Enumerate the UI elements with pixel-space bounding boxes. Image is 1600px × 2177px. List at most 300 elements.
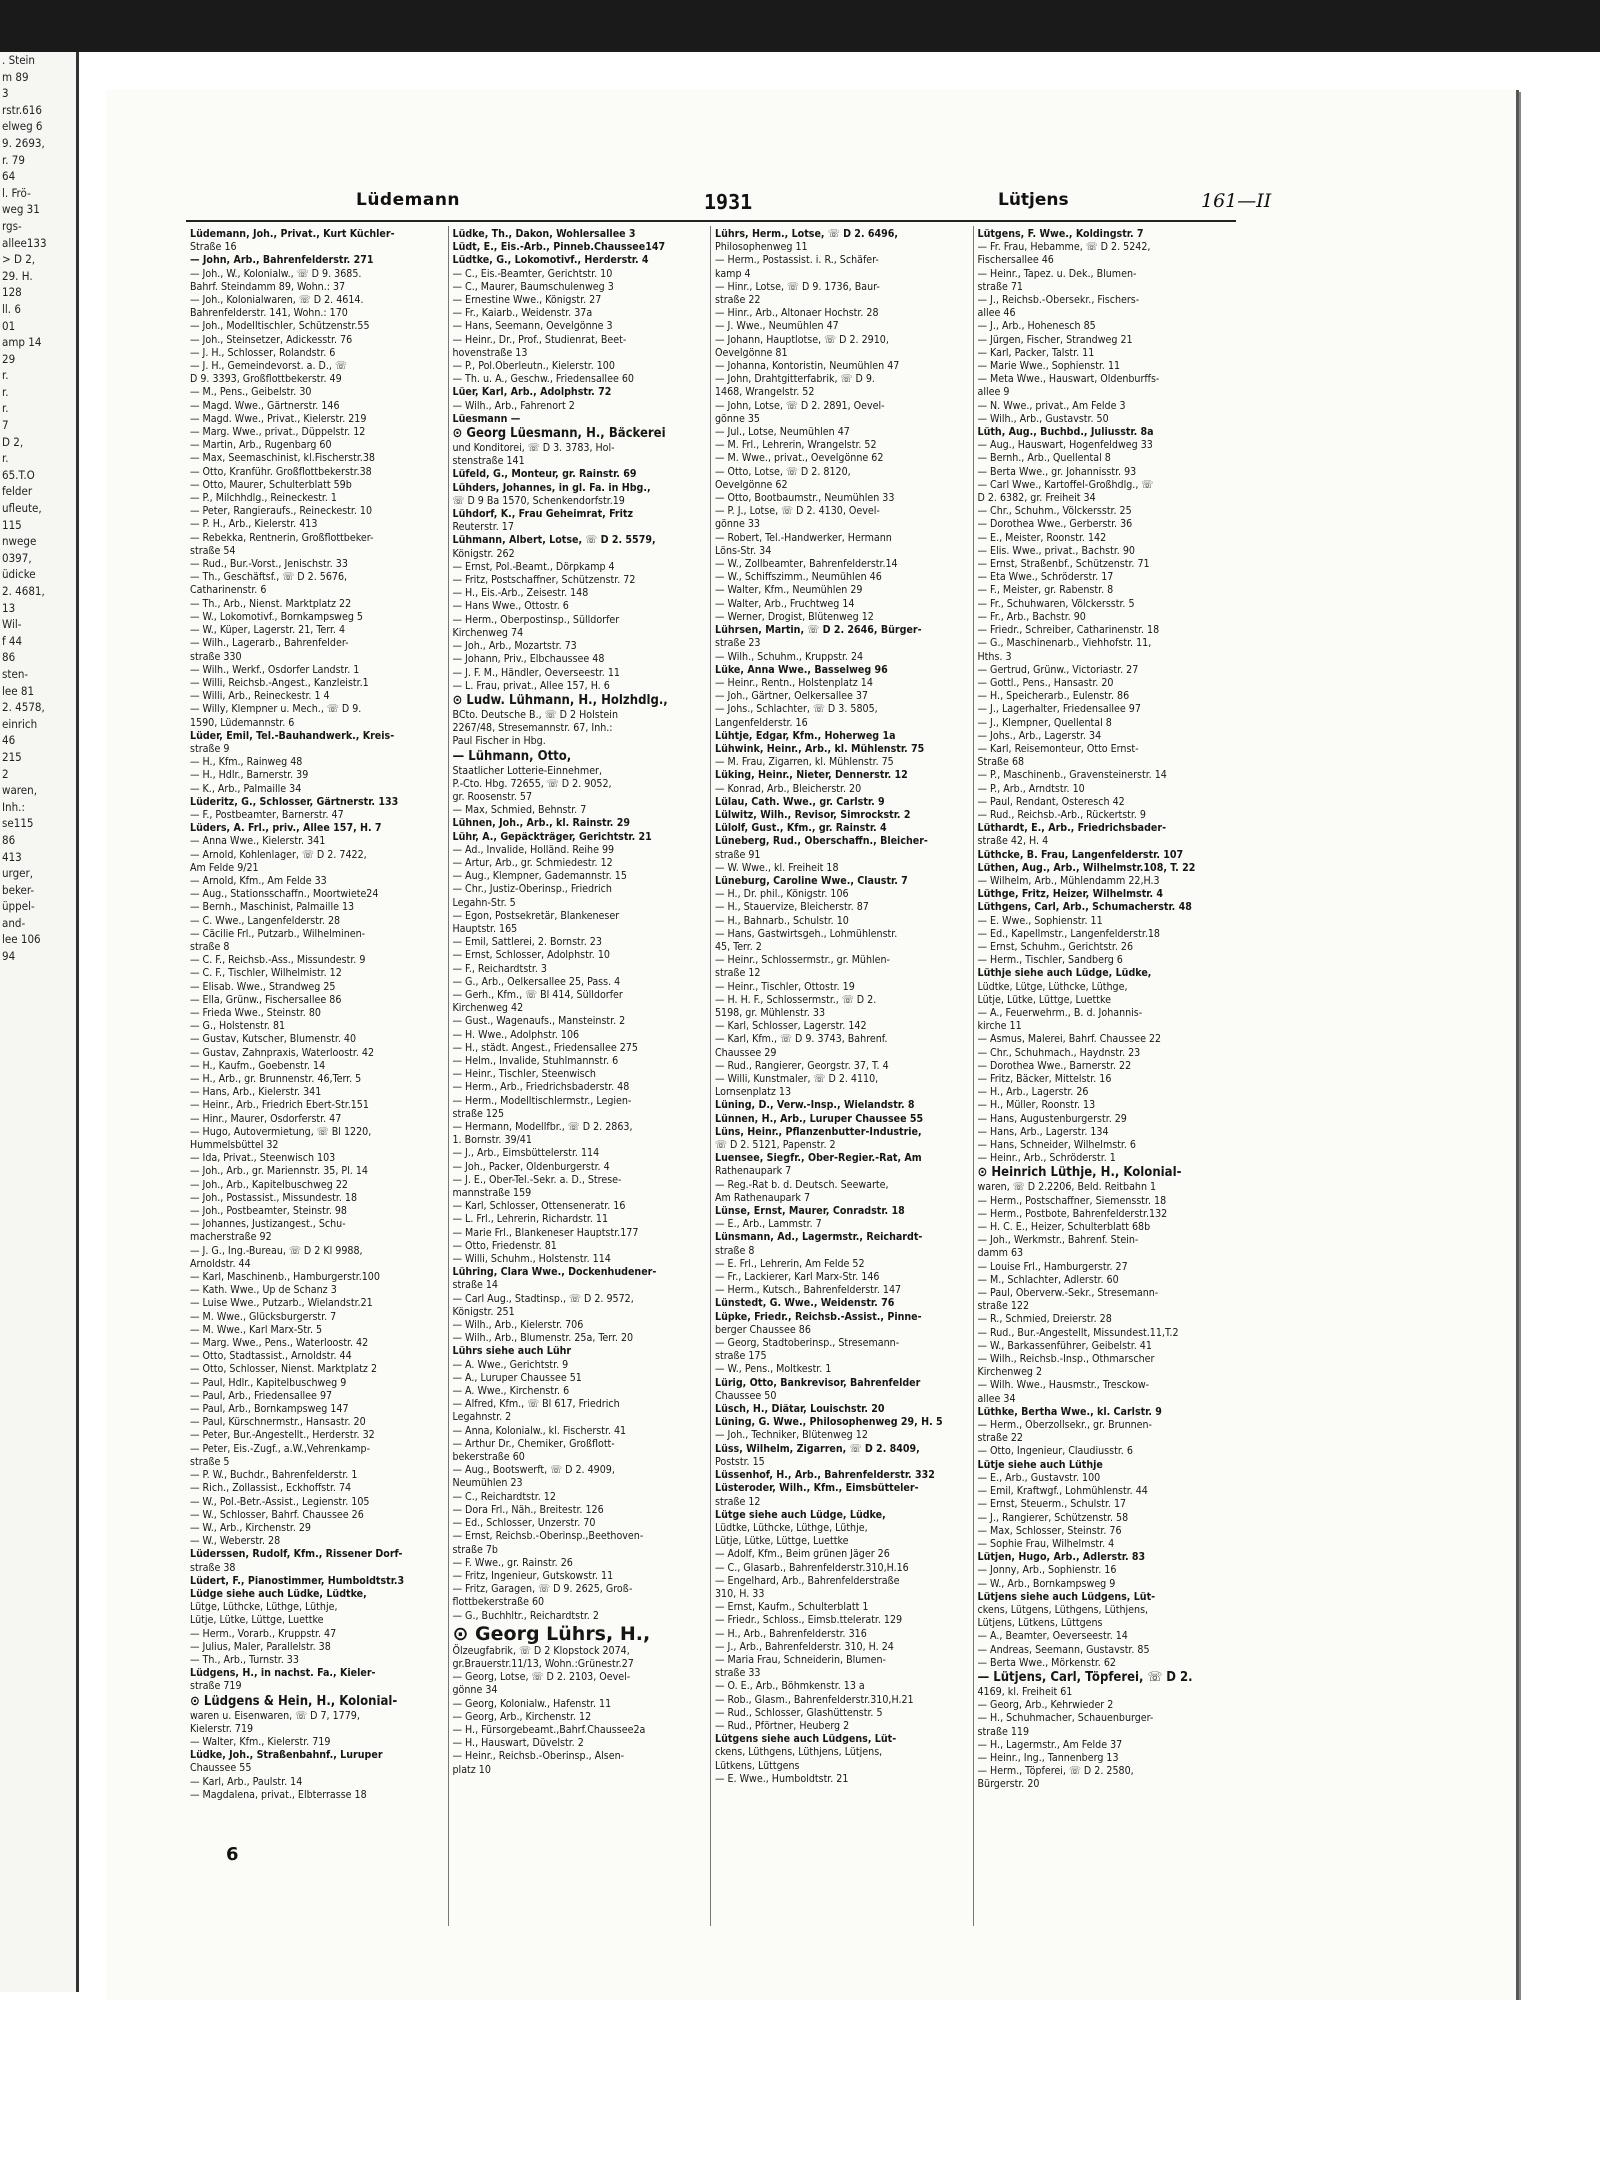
- directory-entry: — P., Arb., Arndtstr. 10: [977, 782, 1085, 795]
- directory-entry: — G., Buchhltr., Reichardtstr. 2: [452, 1609, 599, 1622]
- directory-entry: Straße 68: [977, 756, 1025, 769]
- directory-entry: — Friedr., Schreiber, Catharinenstr. 18: [977, 624, 1160, 637]
- directory-entry: — Ernst, Schlosser, Adolphstr. 10: [452, 949, 610, 962]
- directory-entry: Hths. 3: [977, 650, 1012, 663]
- directory-entry: — Karl, Maschinenb., Hamburgerstr.100: [190, 1271, 380, 1284]
- directory-entry: 45, Terr. 2: [715, 940, 762, 953]
- directory-entry: — Paul, Oberverw.-Sekr., Stresemann-: [977, 1287, 1159, 1300]
- directory-entry: — Johann, Hauptlotse, ☏ D 2. 2910,: [715, 333, 889, 346]
- directory-entry: — Th. u. A., Geschw., Friedensallee 60: [452, 373, 634, 386]
- directory-entry: Lühnen, Joh., Arb., kl. Rainstr. 29: [452, 817, 630, 830]
- directory-entry: — Heinr., Schlossermstr., gr. Mühlen-: [715, 954, 891, 967]
- directory-entry: waren, ☏ D 2.2206, Beld. Reitbahn 1: [977, 1181, 1157, 1194]
- directory-entry: — Marie Frl., Blankeneser Hauptstr.177: [452, 1226, 639, 1239]
- directory-entry: — Hugo, Autovermietung, ☏ Bl 1220,: [190, 1125, 372, 1138]
- directory-entry: — Asmus, Malerei, Bahrf. Chaussee 22: [977, 1033, 1162, 1046]
- directory-entry: — Herm., Postbote, Bahrenfelderstr.132: [977, 1207, 1168, 1220]
- directory-entry: — C., Eis.-Beamter, Gerichtstr. 10: [452, 267, 613, 280]
- directory-entry: — Gustav, Zahnpraxis, Waterloostr. 42: [190, 1046, 375, 1059]
- directory-entry: Kielerstr. 719: [190, 1722, 254, 1735]
- directory-entry: — Kath. Wwe., Up de Schanz 3: [190, 1284, 337, 1297]
- directory-entry: — Marie Wwe., Sophienstr. 11: [977, 360, 1121, 373]
- directory-entry: Straße 16: [190, 241, 237, 254]
- directory-entry: — Jürgen, Fischer, Strandweg 21: [977, 333, 1133, 346]
- directory-entry: mannstraße 159: [452, 1187, 532, 1200]
- directory-entry: — Arnold, Kohlenlager, ☏ D 2. 7422,: [190, 848, 367, 861]
- directory-entry: Lütje siehe auch Lüthje: [977, 1458, 1103, 1471]
- column-2: [449, 226, 712, 1926]
- directory-entry: — Karl, Kfm., ☏ D 9. 3743, Bahrenf.: [715, 1033, 888, 1046]
- directory-entry: — F. Wwe., gr. Rainstr. 26: [452, 1556, 573, 1569]
- directory-entry: — Otto, Kranführ. Großflottbekerstr.38: [190, 465, 372, 478]
- directory-entry: — Heinr., Dr., Prof., Studienrat, Beet-: [452, 333, 627, 346]
- directory-entry: — P., Maschinenb., Gravensteinerstr. 14: [977, 769, 1167, 782]
- directory-entry: Lüder, Emil, Tel.-Bauhandwerk., Kreis-: [190, 729, 395, 742]
- directory-entry: Lüthardt, E., Arb., Friedrichsbader-: [977, 822, 1167, 835]
- previous-page-fragment: rgs-: [2, 218, 22, 233]
- directory-entry: — Andreas, Seemann, Gustavstr. 85: [977, 1643, 1150, 1656]
- directory-entry: — Wilh., Arb., Blumenstr. 25a, Terr. 20: [452, 1332, 634, 1345]
- directory-entry: — Herm., Postassist. i. R., Schäfer-: [715, 254, 879, 267]
- previous-page-fragment: urger,: [2, 866, 34, 881]
- directory-entry: — Artur, Arb., gr. Schmiedestr. 12: [452, 856, 613, 869]
- header-last-entry: Lütjens: [998, 190, 1069, 210]
- directory-entry: Kirchenweg 42: [452, 1002, 524, 1015]
- directory-entry: — Gertrud, Grünw., Victoriastr. 27: [977, 663, 1139, 676]
- directory-entry: gr.Brauerstr.11/13, Wohn.:Grünestr.27: [452, 1657, 634, 1670]
- directory-entry: straße 119: [977, 1725, 1030, 1738]
- directory-entry: Legahn-Str. 5: [452, 896, 516, 909]
- directory-entry: — M. Frl., Lehrerin, Wrangelstr. 52: [715, 439, 877, 452]
- directory-entry: — Fr., Arb., Bachstr. 90: [977, 610, 1086, 623]
- previous-page-fragment: allee133: [2, 235, 47, 250]
- directory-entry: — H. Wwe., Adolphstr. 106: [452, 1028, 580, 1041]
- directory-entry: gönne 35: [715, 412, 760, 425]
- directory-entry: — Hans, Seemann, Oevelgönne 3: [452, 320, 613, 333]
- directory-entry: — Rich., Zollassist., Eckhoffstr. 74: [190, 1482, 352, 1495]
- directory-entry: — Egon, Postsekretär, Blankeneser: [452, 909, 620, 922]
- directory-entry: Lüderitz, G., Schlosser, Gärtnerstr. 133: [190, 795, 399, 808]
- previous-page-fragment: sten-: [2, 666, 29, 681]
- directory-entry: — Sophie Frau, Wilhelmstr. 4: [977, 1537, 1115, 1550]
- directory-entry: Lüking, Heinr., Nieter, Dennerstr. 12: [715, 769, 908, 782]
- directory-entry: — Arnold, Kfm., Am Felde 33: [190, 874, 327, 887]
- directory-entry: Staatlicher Lotterie-Einnehmer,: [452, 764, 602, 777]
- directory-entry: — Maria Frau, Schneiderin, Blumen-: [715, 1653, 886, 1666]
- directory-entry: — M. Wwe., privat., Oevelgönne 62: [715, 452, 884, 465]
- directory-entry: Poststr. 15: [715, 1455, 765, 1468]
- directory-entry: Reuterstr. 17: [452, 521, 514, 534]
- directory-entry: — G., Arb., Oelkersallee 25, Pass. 4: [452, 975, 621, 988]
- previous-page-fragment: r.: [2, 451, 9, 466]
- directory-entry: — Peter, Bur.-Angestellt., Herderstr. 32: [190, 1429, 375, 1442]
- directory-entry: — Wilh., Werkf., Osdorfer Landstr. 1: [190, 663, 360, 676]
- directory-entry: Lührsen, Martin, ☏ D 2. 2646, Bürger-: [715, 624, 922, 637]
- directory-entry: — W., Zollbeamter, Bahrenfelderstr.14: [715, 558, 898, 571]
- directory-entry: — Peter, Eis.-Zugf., a.W.,Vehrenkamp-: [190, 1442, 371, 1455]
- directory-entry: — Ed., Kapellmstr., Langenfelderstr.18: [977, 927, 1160, 940]
- previous-page-fragment: r.: [2, 384, 9, 399]
- directory-entry: — E. Wwe., Humboldtstr. 21: [715, 1772, 849, 1785]
- directory-entry: — J., Rangierer, Schützenstr. 58: [977, 1511, 1129, 1524]
- directory-entry: Königstr. 262: [452, 547, 515, 560]
- directory-entry: Lühtje, Edgar, Kfm., Hoherweg 1a: [715, 729, 896, 742]
- directory-entry: — W., Arb., Kirchenstr. 29: [190, 1521, 311, 1534]
- directory-entry: macherstraße 92: [190, 1231, 272, 1244]
- directory-entry: — Joh., Werkmstr., Bahrenf. Stein-: [977, 1234, 1139, 1247]
- directory-entry: 1468, Wrangelstr. 52: [715, 386, 815, 399]
- directory-entry: — C., Glasarb., Bahrenfelderstr.310,H.16: [715, 1561, 909, 1574]
- directory-entry: — Hans Wwe., Ottostr. 6: [452, 600, 569, 613]
- directory-entry: Lüning, D., Verw.-Insp., Wielandstr. 8: [715, 1099, 915, 1112]
- directory-entry: — Joh., Postassist., Missundestr. 18: [190, 1191, 358, 1204]
- directory-entry: — Gerh., Kfm., ☏ Bl 414, Sülldorfer: [452, 988, 623, 1001]
- directory-entry: — J. Wwe., Neumühlen 47: [715, 320, 839, 333]
- directory-entry: Legahnstr. 2: [452, 1411, 512, 1424]
- directory-entry: — Fritz, Ingenieur, Gutskowstr. 11: [452, 1569, 614, 1582]
- directory-entry: straße 14: [452, 1279, 498, 1292]
- directory-entry: — Otto, Maurer, Schulterblatt 59b: [190, 478, 352, 491]
- directory-entry: — K., Arb., Palmaille 34: [190, 782, 302, 795]
- directory-entry: Lühr, A., Gepäckträger, Gerichtstr. 21: [452, 830, 652, 843]
- advertisement-entry: — Lühmann, Otto,: [452, 748, 572, 764]
- directory-entry: — H., Dr. phil., Königstr. 106: [715, 888, 849, 901]
- directory-entry: — G., Maschinenarb., Viehhofstr. 11,: [977, 637, 1152, 650]
- directory-entry: Oevelgönne 62: [715, 478, 788, 491]
- directory-entry: — Berta Wwe., gr. Johannisstr. 93: [977, 465, 1137, 478]
- directory-entry: — John, Arb., Bahrenfelderstr. 271: [190, 254, 374, 267]
- directory-entry: — G., Holstenstr. 81: [190, 1020, 286, 1033]
- directory-entry: — Herm., Kutsch., Bahrenfelderstr. 147: [715, 1284, 902, 1297]
- previous-page-fragment: . Stein: [2, 53, 35, 67]
- directory-entry: Lütge siehe auch Lüdge, Lüdke,: [715, 1508, 886, 1521]
- directory-entry: — Johanna, Kontoristin, Neumühlen 47: [715, 360, 900, 373]
- directory-entry: — H., Lagermstr., Am Felde 37: [977, 1738, 1123, 1751]
- advertisement-entry: ⊙ Ludw. Lühmann, H., Holzhdlg.,: [452, 692, 668, 708]
- directory-entry: — C. F., Tischler, Wilhelmistr. 12: [190, 967, 342, 980]
- directory-entry: — Dorothea Wwe., Barnerstr. 22: [977, 1059, 1132, 1072]
- directory-entry: — Arthur Dr., Chemiker, Großflott-: [452, 1437, 615, 1450]
- directory-entry: — J. H., Schlosser, Rolandstr. 6: [190, 346, 336, 359]
- directory-entry: — Herm., Oberpostinsp., Sülldorfer: [452, 613, 620, 626]
- directory-entry: straße 8: [190, 940, 230, 953]
- directory-entry: ckens, Lütgens, Lüthgens, Lüthjens,: [977, 1603, 1149, 1616]
- directory-entry: gönne 34: [452, 1684, 498, 1697]
- column-4: [974, 226, 1237, 1926]
- directory-entry: — E., Arb., Lammstr. 7: [715, 1218, 822, 1231]
- advertisement-entry: ⊙ Georg Lührs, H.,: [452, 1622, 651, 1645]
- previous-page-edge: [0, 52, 79, 1992]
- directory-entry: — H., Bahnarb., Schulstr. 10: [715, 914, 849, 927]
- directory-entry: — Heinr., Reichsb.-Oberinsp., Alsen-: [452, 1750, 625, 1763]
- directory-entry: Lünstedt, G. Wwe., Weidenstr. 76: [715, 1297, 895, 1310]
- directory-entry: — Fritz, Postschaffner, Schützenstr. 72: [452, 574, 636, 587]
- directory-entry: — W., Schlosser, Bahrf. Chaussee 26: [190, 1508, 364, 1521]
- directory-entry: — Reg.-Rat b. d. Deutsch. Seewarte,: [715, 1178, 889, 1191]
- directory-entry: straße 122: [977, 1300, 1030, 1313]
- directory-entry: — Joh., Postbeamter, Steinstr. 98: [190, 1205, 347, 1218]
- directory-entry: Lüsch, H., Diätar, Louischstr. 20: [715, 1403, 885, 1416]
- directory-entry: — Wilh., Arb., Gustavstr. 50: [977, 412, 1109, 425]
- directory-entry: — H., Arb., Lagerstr. 26: [977, 1086, 1089, 1099]
- directory-entry: — Helm., Invalide, Stuhlmannstr. 6: [452, 1054, 619, 1067]
- directory-entry: Arnoldstr. 44: [190, 1257, 251, 1270]
- directory-entry: Neumühlen 23: [452, 1477, 523, 1490]
- previous-page-fragment: m 89: [2, 69, 29, 84]
- directory-entry: Chaussee 29: [715, 1046, 777, 1059]
- previous-page-fragment: 128: [2, 285, 22, 300]
- directory-entry: Lütje, Lütke, Lüttge, Luettke: [190, 1614, 324, 1627]
- directory-entry: — Wilh., Lagerarb., Bahrenfelder-: [190, 637, 349, 650]
- directory-entry: — Herm., Oberzollsekr., gr. Brunnen-: [977, 1419, 1152, 1432]
- directory-entry: — J. H., Gemeindevorst. a. D., ☏: [190, 360, 347, 373]
- directory-entry: Lüss, Wilhelm, Zigarren, ☏ D 2. 8409,: [715, 1442, 920, 1455]
- previous-page-fragment: 29: [2, 351, 16, 366]
- directory-entry: — H., Kaufm., Goebenstr. 14: [190, 1059, 326, 1072]
- previous-page-fragment: se115: [2, 816, 34, 831]
- directory-entry: — Emil, Kraftwgf., Lohmühlenstr. 44: [977, 1485, 1148, 1498]
- directory-entry: Bahrenfelderstr. 141, Wohn.: 170: [190, 307, 348, 320]
- directory-entry: — C., Maurer, Baumschulenweg 3: [452, 280, 614, 293]
- directory-entry: — Paul, Rendant, Osteresch 42: [977, 795, 1125, 808]
- directory-entry: — Bernh., Maschinist, Palmaille 13: [190, 901, 355, 914]
- directory-entry: — Chr., Schuhmach., Haydnstr. 23: [977, 1046, 1141, 1059]
- scanner-border-bottom: [0, 2000, 1600, 2177]
- directory-entry: Lüdgens, H., in nachst. Fa., Kieler-: [190, 1667, 376, 1680]
- directory-entry: 2267/48, Stresemannstr. 67, Inh.:: [452, 722, 613, 735]
- directory-entry: Lünse, Ernst, Maurer, Conradstr. 18: [715, 1205, 905, 1218]
- directory-entry: — Herm., Töpferei, ☏ D 2. 2580,: [977, 1765, 1134, 1778]
- directory-entry: — Elis. Wwe., privat., Bachstr. 90: [977, 544, 1135, 557]
- directory-entry: kamp 4: [715, 267, 751, 280]
- directory-entry: Lüderssen, Rudolf, Kfm., Rissener Dorf-: [190, 1548, 403, 1561]
- directory-entry: — Peter, Rangieraufs., Reineckestr. 10: [190, 505, 373, 518]
- directory-entry: Lüns, Heinr., Pflanzenbutter-Industrie,: [715, 1125, 922, 1138]
- directory-entry: — W., Lokomotivf., Bornkampsweg 5: [190, 610, 363, 623]
- header-rule: [186, 220, 1236, 222]
- directory-entry: D 9. 3393, Großflottbekerstr. 49: [190, 373, 342, 386]
- directory-entry: — Ernst, Steuerm., Schulstr. 17: [977, 1498, 1127, 1511]
- directory-entry: Chaussee 55: [190, 1762, 252, 1775]
- directory-entry: — A., Beamter, Oeverseestr. 14: [977, 1630, 1128, 1643]
- directory-entry: — Walter, Kfm., Neumühlen 29: [715, 584, 863, 597]
- directory-entry: — Marg. Wwe., privat., Düppelstr. 12: [190, 426, 366, 439]
- directory-entry: — Hinr., Maurer, Osdorferstr. 47: [190, 1112, 342, 1125]
- directory-entry: — Heinr., Rentn., Holstenplatz 14: [715, 676, 873, 689]
- directory-entry: — Rud., Rangierer, Georgstr. 37, T. 4: [715, 1059, 889, 1072]
- directory-entry: — Ernst, Reichsb.-Oberinsp.,Beethoven-: [452, 1530, 644, 1543]
- directory-entry: — N. Wwe., privat., Am Felde 3: [977, 399, 1126, 412]
- directory-entry: Lüdt, E., Eis.-Arb., Pinneb.Chaussee147: [452, 241, 666, 254]
- directory-entry: gönne 33: [715, 518, 760, 531]
- directory-entry: — C., Reichardtstr. 12: [452, 1490, 556, 1503]
- directory-entry: stenstraße 141: [452, 455, 525, 468]
- directory-entry: Lüdke, Joh., Straßenbahnf., Luruper: [190, 1749, 383, 1762]
- directory-entry: straße 8: [715, 1244, 755, 1257]
- directory-entry: — W., Barkassenführer, Geibelstr. 41: [977, 1339, 1152, 1352]
- directory-entry: — H., Schuhmacher, Schauenburger-: [977, 1712, 1154, 1725]
- directory-entry: Kirchenweg 2: [977, 1366, 1043, 1379]
- directory-entry: — M. Frau, Zigarren, kl. Mühlenstr. 75: [715, 756, 894, 769]
- directory-entry: Lühring, Clara Wwe., Dockenhudener-: [452, 1266, 657, 1279]
- directory-entry: — Max, Seemaschinist, kl.Fischerstr.38: [190, 452, 375, 465]
- directory-entry: — Julius, Maler, Parallelstr. 38: [190, 1640, 331, 1653]
- directory-entry: — Joh., W., Kolonialw., ☏ D 9. 3685.: [190, 267, 362, 280]
- directory-entry: damm 63: [977, 1247, 1024, 1260]
- directory-entry: — P. H., Arb., Kielerstr. 413: [190, 518, 318, 531]
- previous-page-fragment: Inh.:: [2, 799, 25, 814]
- previous-page-fragment: 94: [2, 949, 16, 964]
- directory-entry: Lühwink, Heinr., Arb., kl. Mühlenstr. 75: [715, 742, 925, 755]
- directory-entry: Lütjen, Hugo, Arb., Adlerstr. 83: [977, 1551, 1146, 1564]
- directory-entry: Hummelsbüttel 32: [190, 1139, 279, 1152]
- previous-page-fragment: r. 79: [2, 152, 25, 167]
- directory-entry: — Fr., Kaiarb., Weidenstr. 37a: [452, 307, 593, 320]
- directory-entry: — Chr., Justiz-Oberinsp., Friedrich: [452, 883, 612, 896]
- directory-entry: 1590, Lüdemannstr. 6: [190, 716, 295, 729]
- directory-entry: — R., Schmied, Dreierstr. 28: [977, 1313, 1112, 1326]
- directory-entry: Lüthke, Bertha Wwe., kl. Carlstr. 9: [977, 1405, 1162, 1418]
- directory-entry: — J. E., Ober-Tel.-Sekr. a. D., Strese-: [452, 1173, 622, 1186]
- previous-page-fragment: 29. H.: [2, 268, 33, 283]
- directory-entry: flottbekerstraße 60: [452, 1596, 545, 1609]
- directory-entry: — H., Arb., gr. Brunnenstr. 46,Terr. 5: [190, 1073, 362, 1085]
- directory-entry: Lürig, Otto, Bankrevisor, Bahrenfelder: [715, 1376, 921, 1389]
- directory-entry: — M. Wwe., Karl Marx-Str. 5: [190, 1323, 323, 1336]
- directory-entry: — Aug., Klempner, Gademannstr. 15: [452, 870, 627, 883]
- previous-page-fragment: 2. 4681,: [2, 584, 45, 598]
- directory-entry: — Hans, Gastwirtsgeh., Lohmühlenstr.: [715, 927, 898, 940]
- directory-entry: Bürgerstr. 20: [977, 1778, 1040, 1791]
- directory-entry: Lütjens siehe auch Lüdgens, Lüt-: [977, 1590, 1156, 1603]
- directory-entry: straße 175: [715, 1350, 767, 1363]
- directory-entry: — Georg, Stadtoberinsp., Stresemann-: [715, 1337, 900, 1350]
- previous-page-fragment: r.: [2, 401, 9, 416]
- directory-entry: — Joh., Arb., Kapitelbuschweg 22: [190, 1178, 348, 1191]
- directory-entry: Lünsmann, Ad., Lagermstr., Reichardt-: [715, 1231, 923, 1244]
- header-first-entry: Lüdemann: [356, 190, 461, 210]
- directory-entry: — Otto, Ingenieur, Claudiusstr. 6: [977, 1445, 1133, 1458]
- directory-entry: Lütge, Lüthcke, Lüthge, Lüthje,: [190, 1601, 338, 1614]
- directory-entry: — Wilh., Arb., Kielerstr. 706: [452, 1319, 584, 1332]
- directory-entry: ☏ D 2. 5121, Papenstr. 2: [715, 1139, 836, 1152]
- directory-entry: straße 330: [190, 650, 242, 663]
- directory-entry: — L. Frau, privat., Allee 157, H. 6: [452, 679, 610, 692]
- directory-entry: — Rud., Bur.-Angestellt, Missundest.11,T.2: [977, 1326, 1179, 1339]
- directory-entry: — Wilh., Schuhm., Kruppstr. 24: [715, 650, 864, 663]
- directory-entry: — Ernestine Wwe., Königstr. 27: [452, 294, 602, 307]
- directory-entry: — Johann, Priv., Elbchaussee 48: [452, 653, 605, 666]
- directory-entry: Langenfelderstr. 16: [715, 716, 808, 729]
- directory-entry: — Wilh. Wwe., Hausmstr., Tresckow-: [977, 1379, 1150, 1392]
- advertisement-entry: — Lütjens, Carl, Töpferei, ☏ D 2.: [977, 1669, 1193, 1685]
- directory-entry: — F., Meister, gr. Rabenstr. 8: [977, 584, 1114, 597]
- directory-entry: — Otto, Schlosser, Nienst. Marktplatz 2: [190, 1363, 378, 1376]
- directory-entry: Ölzeugfabrik, ☏ D 2 Klopstock 2074,: [452, 1644, 630, 1657]
- directory-entry: Hauptstr. 165: [452, 922, 518, 935]
- directory-entry: — Ida, Privat., Steenwisch 103: [190, 1152, 336, 1165]
- directory-entry: — A. Wwe., Gerichtstr. 9: [452, 1358, 569, 1371]
- directory-entry: waren u. Eisenwaren, ☏ D 7, 1779,: [190, 1709, 360, 1722]
- previous-page-fragment: 86: [2, 650, 16, 665]
- directory-entry: BCto. Deutsche B., ☏ D 2 Holstein: [452, 708, 618, 721]
- directory-entry: — Hinr., Lotse, ☏ D 9. 1736, Baur-: [715, 280, 880, 293]
- directory-entry: allee 34: [977, 1392, 1016, 1405]
- directory-entry: — E. Frl., Lehrerin, Am Felde 52: [715, 1257, 865, 1270]
- directory-entry: Lüth, Aug., Buchbd., Juliusstr. 8a: [977, 426, 1154, 439]
- directory-entry: — J. G., Ing.-Bureau, ☏ D 2 Kl 9988,: [190, 1244, 363, 1257]
- directory-entry: — M., Schlachter, Adlerstr. 60: [977, 1273, 1119, 1286]
- previous-page-fragment: weg 31: [2, 202, 40, 217]
- previous-page-fragment: nwege: [2, 534, 37, 549]
- previous-page-fragment: üppel-: [2, 899, 35, 914]
- previous-page-fragment: 9. 2693,: [2, 135, 45, 150]
- signature-mark: 6: [226, 1844, 239, 1865]
- directory-entry: Lüssenhof, H., Arb., Bahrenfelderstr. 332: [715, 1469, 935, 1482]
- directory-entry: — Rud., Schlosser, Glashüttenstr. 5: [715, 1706, 883, 1719]
- previous-page-fragment: beker-: [2, 882, 35, 897]
- directory-entry: — Ernst, Schuhm., Gerichtstr. 26: [977, 940, 1134, 953]
- directory-entry: — Wilh., Arb., Fahrenort 2: [452, 399, 575, 412]
- directory-entry: — Th., Arb., Nienst. Marktplatz 22: [190, 597, 352, 610]
- directory-entry: — Ad., Invalide, Holländ. Reihe 99: [452, 843, 615, 856]
- directory-entry: — Max, Schlosser, Steinstr. 76: [977, 1524, 1122, 1537]
- directory-entry: — Magd. Wwe., Privat., Kielerstr. 219: [190, 412, 367, 425]
- directory-entry: Lülau, Cath. Wwe., gr. Carlstr. 9: [715, 795, 885, 808]
- directory-entry: Lüthgens, Carl, Arb., Schumacherstr. 48: [977, 901, 1192, 914]
- directory-entry: — E. Wwe., Sophienstr. 11: [977, 914, 1103, 927]
- directory-entry: — Berta Wwe., Mörkenstr. 62: [977, 1656, 1116, 1669]
- directory-entry: Lüthje siehe auch Lüdge, Lüdke,: [977, 967, 1152, 980]
- directory-entry: ☏ D 9 Ba 1570, Schenkendorfstr.19: [452, 494, 625, 507]
- directory-entry: — H., Hauswart, Düvelstr. 2: [452, 1737, 584, 1750]
- directory-entry: Lünnen, H., Arb., Luruper Chaussee 55: [715, 1112, 924, 1125]
- directory-entry: — Georg, Arb., Kehrwieder 2: [977, 1699, 1114, 1712]
- previous-page-fragment: and-: [2, 915, 26, 930]
- directory-entry: — Ernst, Pol.-Beamt., Dörpkamp 4: [452, 560, 615, 573]
- directory-entry: — Johannes, Justizangest., Schu-: [190, 1218, 346, 1231]
- directory-entry: Lüsteroder, Wilh., Kfm., Eimsbütteler-: [715, 1482, 919, 1495]
- header-year: 1931: [704, 190, 753, 214]
- directory-entry: — Herm., Postschaffner, Siemensstr. 18: [977, 1194, 1167, 1207]
- directory-entry: — Willi, Reichsb.-Angest., Kanzleistr.1: [190, 676, 369, 689]
- previous-page-fragment: üdicke: [2, 567, 36, 582]
- column-3: [711, 226, 974, 1926]
- directory-entry: und Konditorei, ☏ D 3. 3783, Hol-: [452, 442, 615, 455]
- directory-entry: — Karl, Reisemonteur, Otto Ernst-: [977, 742, 1139, 755]
- directory-entry: berger Chaussee 86: [715, 1323, 811, 1336]
- previous-page-fragment: r.: [2, 368, 9, 383]
- directory-entry: — C. F., Reichsb.-Ass., Missundestr. 9: [190, 954, 366, 967]
- directory-entry: — Willi, Kunstmaler, ☏ D 2. 4110,: [715, 1073, 879, 1085]
- previous-page-fragment: D 2,: [2, 434, 24, 449]
- previous-page-fragment: 86: [2, 832, 16, 847]
- directory-entry: — W., Schiffszimm., Neumühlen 46: [715, 571, 882, 584]
- previous-page-fragment: 01: [2, 318, 16, 333]
- directory-entry: — H., Eis.-Arb., Zeisestr. 148: [452, 587, 589, 600]
- directory-entry: — Hinr., Arb., Altonaer Hochstr. 28: [715, 307, 879, 320]
- directory-entry: — Georg, Lotse, ☏ D 2. 2103, Oevel-: [452, 1671, 631, 1684]
- directory-entry: Lülwitz, Wilh., Revisor, Simrockstr. 2: [715, 808, 911, 821]
- directory-entry: — Fr., Schuhwaren, Völckersstr. 5: [977, 597, 1135, 610]
- directory-entry: straße 5: [190, 1455, 230, 1468]
- directory-entry: 1. Bornstr. 39/41: [452, 1134, 532, 1147]
- directory-page: [106, 90, 1519, 2002]
- directory-entry: — Wilhelm, Arb., Mühlendamm 22,H.3: [977, 874, 1160, 887]
- directory-entry: 4169, kl. Freiheit 61: [977, 1685, 1073, 1698]
- previous-page-fragment: 2: [2, 766, 9, 781]
- directory-entry: — Gust., Wagenaufs., Mansteinstr. 2: [452, 1015, 626, 1028]
